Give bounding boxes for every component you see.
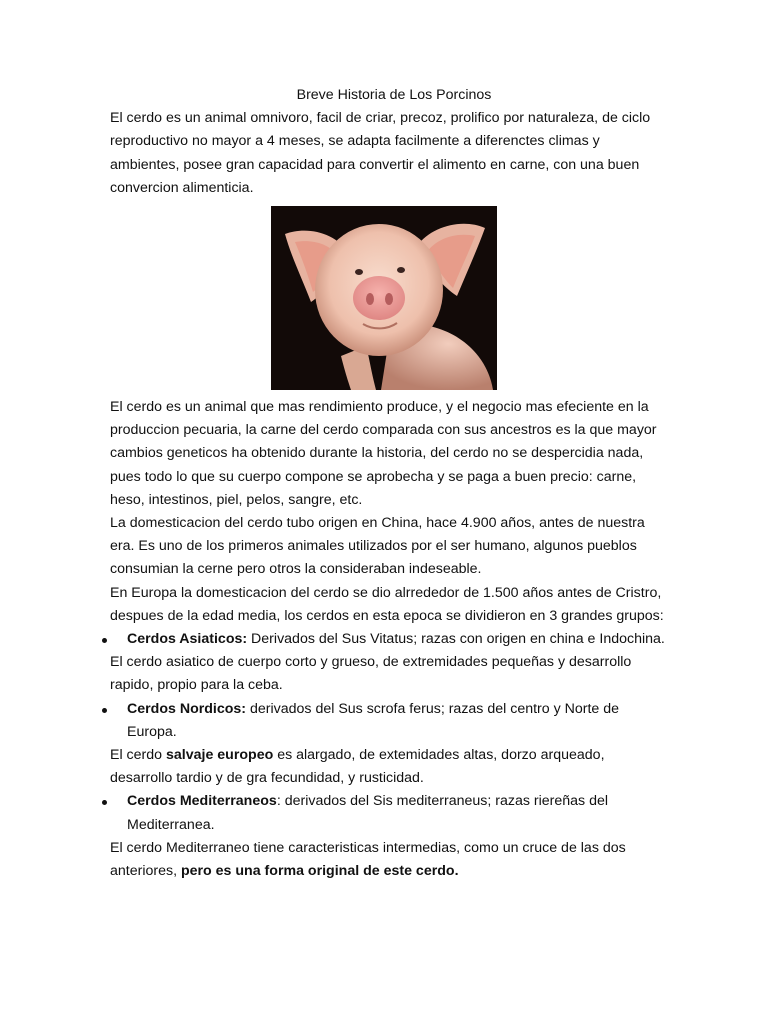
group-desc: : derivados del Sis mediterraneus; razas riereñas del Mediterranea.	[127, 793, 609, 833]
paragraph-china: La domesticacion del cerdo tubo origen en China, hace 4.900 años, antes de nuestra era. Es uno de los primeros animales utilizados por el ser humano, algunos pueblos consumian la cerne pero otros la consideraban indeseable.	[110, 515, 645, 578]
list-item-asiaticos	[110, 628, 670, 651]
list-item-nordicos	[110, 698, 670, 744]
note-bold: pero es una forma original de este cerdo.	[180, 863, 459, 880]
note-asiaticos	[110, 651, 670, 697]
paragraph-europa: En Europa la domesticacion del cerdo se dio alrrededor de 1.500 años antes de Cristro, despues de la edad media, los cerdos en esta epoca se dividieron en 3 grandes grupos:	[110, 584, 664, 624]
note-bold: salvaje europeo	[166, 747, 274, 764]
pig-photo	[271, 206, 497, 390]
group-name: Cerdos Nordicos:	[127, 700, 247, 717]
pig-photo-icon	[271, 206, 497, 390]
note-text: es alargado, de extemidades altas, dorzo arqueado, desarrollo tardio y de gra fecundidad, y rusticidad.	[110, 747, 605, 787]
note-mediterraneos	[110, 837, 670, 883]
group-name: Cerdos Mediterraneos	[127, 793, 277, 810]
note-text: El cerdo Mediterraneo tiene caracteristicas intermedias, como un cruce de las dos anteriores,	[110, 839, 626, 880]
list-item-mediterraneos	[110, 790, 670, 836]
group-desc: derivados del Sus scrofa ferus; razas del centro y Norte de Europa.	[127, 700, 620, 740]
groups-list	[110, 628, 670, 651]
note-nordicos	[110, 744, 670, 790]
document-title: Breve Historia de Los Porcinos	[296, 87, 492, 103]
note-text: El cerdo asiatico de cuerpo corto y grueso, de extremidades pequeñas y desarrollo rapido, propio para la ceba.	[110, 654, 632, 694]
paragraph-rendimiento: El cerdo es un animal que mas rendimiento produce, y el negocio mas efeciente en la produccion pecuaria, la carne del cerdo comparada con sus ancestros es la que mayor cambios geneticos ha obtenido durante la historia, del cerdo no se despercidia nada, pues todo lo que su cuerpo compone se aprobecha y se paga a buen precio: carne, heso, intestinos, piel, pelos, sangre, etc.	[110, 399, 657, 508]
note-text: El cerdo	[110, 747, 166, 764]
group-desc: Derivados del Sus Vitatus; razas con origen en china e Indochina.	[247, 631, 665, 648]
bullet-icon	[102, 800, 107, 805]
bullet-icon	[102, 638, 107, 643]
document-page	[110, 84, 670, 883]
group-name: Cerdos Asiaticos:	[127, 631, 248, 648]
groups-list	[110, 698, 670, 744]
groups-list	[110, 790, 670, 836]
intro-paragraph: El cerdo es un animal omnivoro, facil de criar, precoz, prolifico por naturaleza, de ciclo reproductivo no mayor a 4 meses, se adapta facilmente a diferenctes climas y ambientes, posee gran capacidad para convertir el alimento en carne, con una buen convercion alimenticia.	[110, 110, 651, 196]
bullet-icon	[102, 708, 107, 713]
